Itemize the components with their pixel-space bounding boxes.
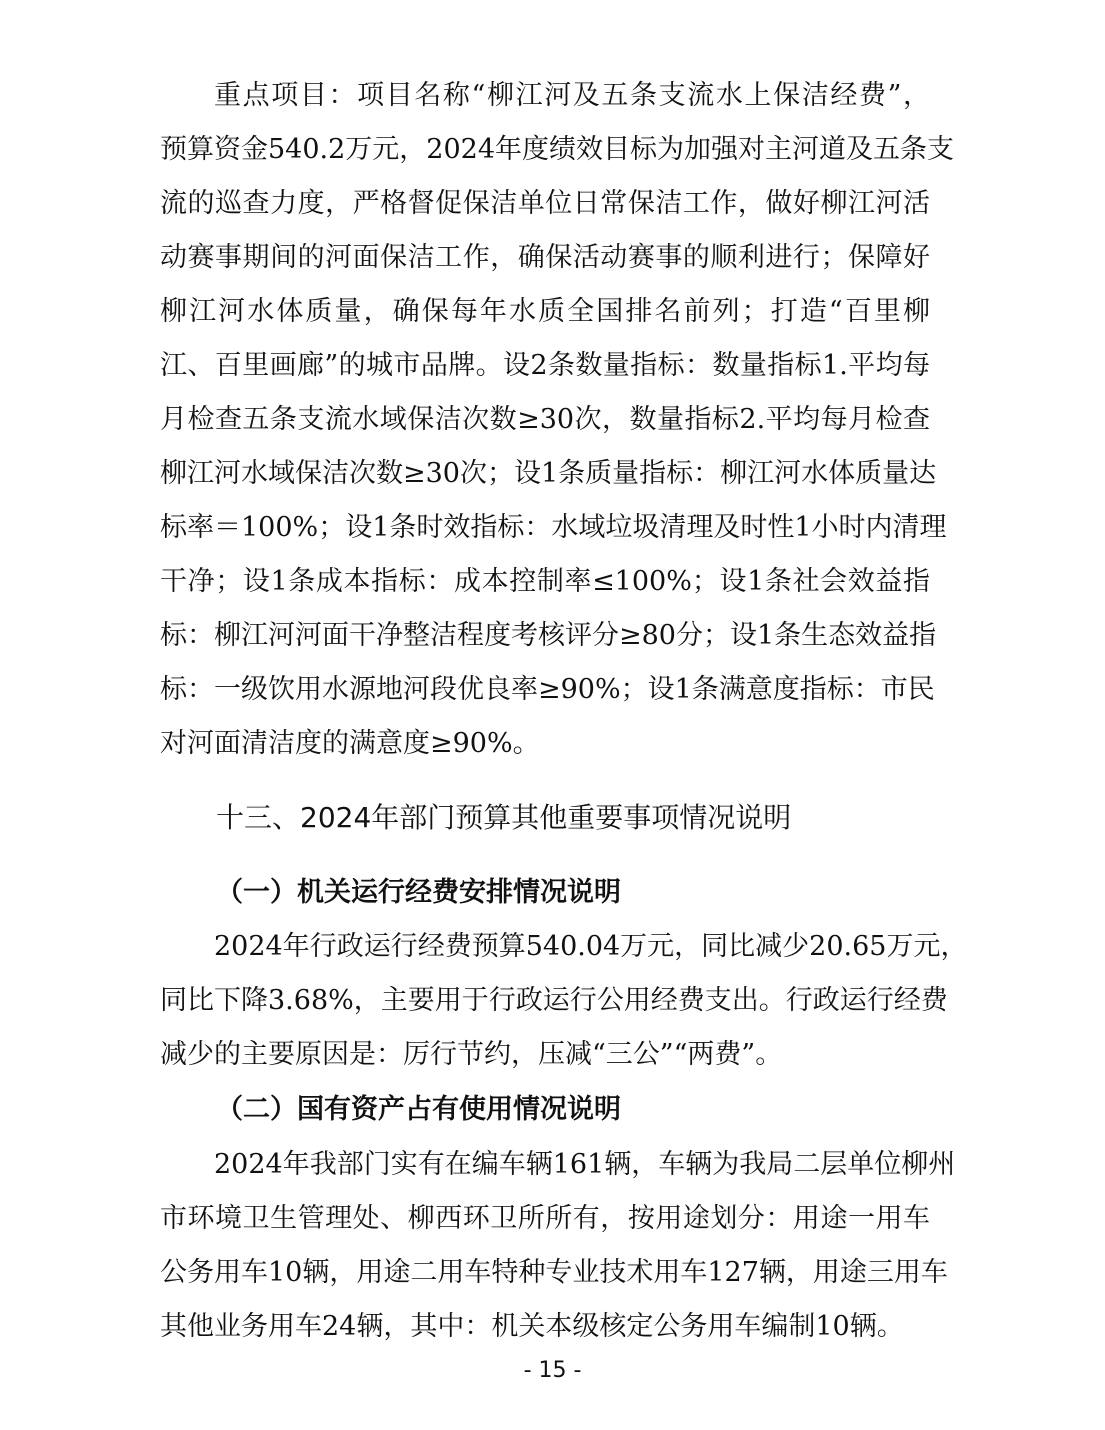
paragraph-line: 月检查五条支流水域保洁次数≥30次，数量指标2.平均每月检查 [160, 404, 930, 435]
paragraph-line: 动赛事期间的河面保洁工作，确保活动赛事的顺利进行；保障好 [160, 242, 930, 273]
paragraph-line: 标：柳江河河面干净整洁程度考核评分≥80分；设1条生态效益指 [160, 620, 937, 651]
paragraph-line: 同比下降3.68%，主要用于行政运行公用经费支出。行政运行经费 [160, 985, 948, 1016]
paragraph-line: 预算资金540.2万元，2024年度绩效目标为加强对主河道及五条支 [160, 134, 955, 165]
paragraph-line: 2024年我部门实有在编车辆161辆，车辆为我局二层单位柳州 [214, 1149, 956, 1180]
paragraph-line: 流的巡查力度，严格督促保洁单位日常保洁工作，做好柳江河活 [160, 188, 930, 219]
paragraph-line: 2024年行政运行经费预算540.04万元，同比减少20.65万元， [214, 931, 968, 962]
paragraph-line: 干净；设1条成本指标：成本控制率≤100%；设1条社会效益指 [160, 566, 930, 597]
paragraph-line: 公务用车10辆，用途二用车特种专业技术用车127辆，用途三用车 [160, 1257, 948, 1288]
paragraph-line: 标率＝100%；设1条时效指标：水域垃圾清理及时性1小时内清理 [160, 512, 947, 543]
subsection-heading: （一）机关运行经费安排情况说明 [216, 877, 621, 908]
section-heading: 十三、2024年部门预算其他重要事项情况说明 [216, 801, 792, 834]
paragraph-line: 减少的主要原因是：厉行节约，压减“三公”“两费”。 [160, 1039, 783, 1070]
page-number: - 15 - [523, 1358, 582, 1383]
paragraph-line: 对河面清洁度的满意度≥90%。 [160, 728, 540, 759]
paragraph-line: 柳江河水体质量，确保每年水质全国排名前列；打造“百里柳 [160, 296, 930, 327]
paragraph-line: 市环境卫生管理处、柳西环卫所所有，按用途划分：用途一用车 [160, 1203, 930, 1234]
paragraph-line: 其他业务用车24辆，其中：机关本级核定公务用车编制10辆。 [160, 1311, 904, 1342]
paragraph-line: 江、百里画廊”的城市品牌。设2条数量指标：数量指标1.平均每 [160, 350, 930, 381]
paragraph-line: 柳江河水域保洁次数≥30次；设1条质量指标：柳江河水体质量达 [160, 458, 937, 489]
paragraph-line: 重点项目：项目名称“柳江河及五条支流水上保洁经费”， [214, 80, 930, 111]
subsection-heading: （二）国有资产占有使用情况说明 [216, 1094, 621, 1125]
paragraph-line: 标：一级饮用水源地河段优良率≥90%；设1条满意度指标：市民 [160, 674, 935, 705]
